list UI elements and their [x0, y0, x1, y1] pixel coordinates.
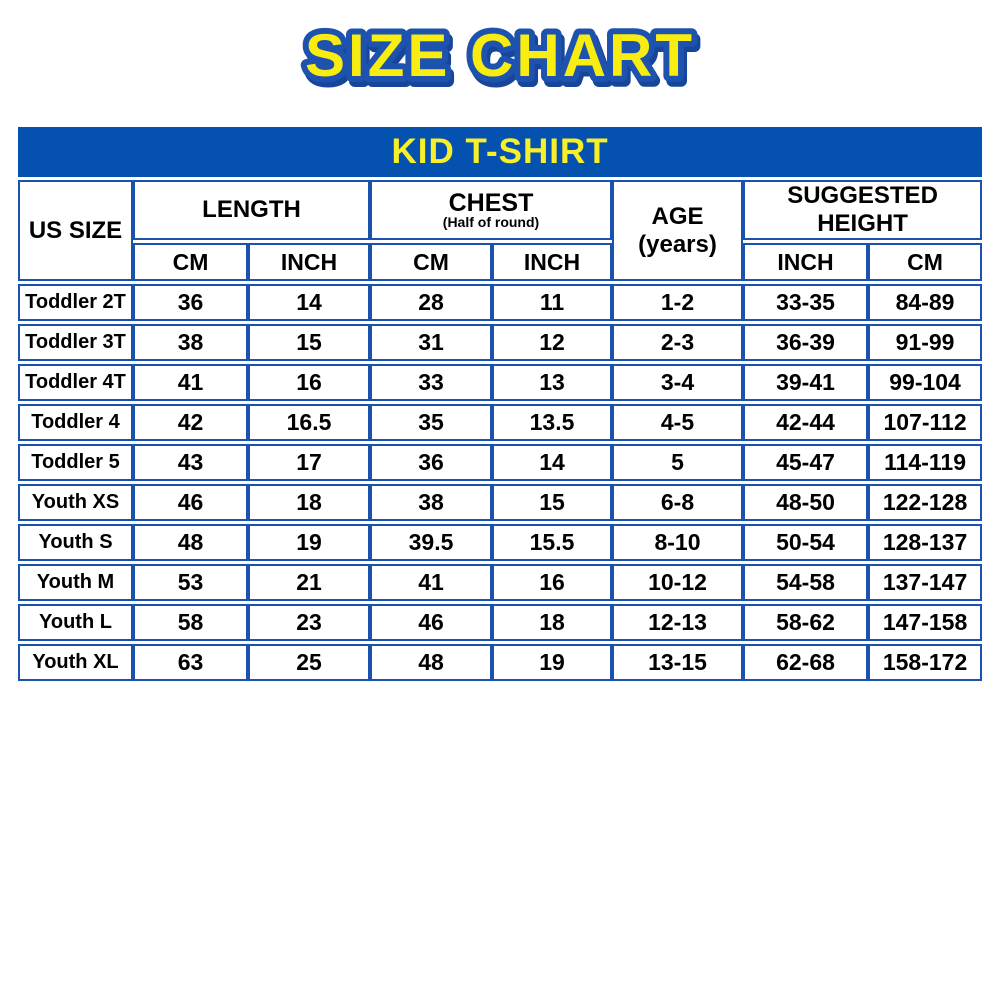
subheader-length-inch: INCH — [248, 243, 370, 281]
data-cell: 158-172 — [868, 644, 982, 681]
data-cell: 91-99 — [868, 324, 982, 361]
data-cell: 114-119 — [868, 444, 982, 481]
data-cell: 39.5 — [370, 524, 492, 561]
data-cell: 38 — [370, 484, 492, 521]
col-header-age — [612, 180, 743, 281]
row-label: Youth M — [18, 564, 133, 601]
subheader-height-cm: CM — [868, 243, 982, 281]
data-cell: 14 — [492, 444, 612, 481]
data-cell: 128-137 — [868, 524, 982, 561]
col-header-chest — [370, 180, 612, 240]
col-header-length: LENGTH — [133, 180, 370, 240]
data-cell: 13-15 — [612, 644, 743, 681]
subheader-length-cm: CM — [133, 243, 248, 281]
data-cell: 16 — [248, 364, 370, 401]
data-cell: 12-13 — [612, 604, 743, 641]
data-cell: 63 — [133, 644, 248, 681]
data-cell: 33-35 — [743, 284, 868, 321]
data-cell: 1-2 — [612, 284, 743, 321]
col-header-us-size: US SIZE — [18, 180, 133, 281]
data-cell: 122-128 — [868, 484, 982, 521]
row-label: Youth L — [18, 604, 133, 641]
page-header — [0, 0, 1000, 104]
data-cell: 6-8 — [612, 484, 743, 521]
table-banner: KID T-SHIRT — [18, 127, 982, 177]
data-cell: 3-4 — [612, 364, 743, 401]
table-row — [18, 604, 982, 641]
data-cell: 18 — [492, 604, 612, 641]
data-cell: 99-104 — [868, 364, 982, 401]
data-cell: 48 — [133, 524, 248, 561]
table-row — [18, 284, 982, 321]
data-cell: 53 — [133, 564, 248, 601]
data-cell: 15.5 — [492, 524, 612, 561]
table-row — [18, 444, 982, 481]
data-cell: 137-147 — [868, 564, 982, 601]
data-cell: 19 — [492, 644, 612, 681]
row-label: Toddler 4 — [18, 404, 133, 441]
data-cell: 38 — [133, 324, 248, 361]
row-label: Toddler 3T — [18, 324, 133, 361]
chest-label: CHEST — [448, 189, 534, 217]
title-graphic — [270, 6, 730, 102]
data-cell: 2-3 — [612, 324, 743, 361]
data-cell: 19 — [248, 524, 370, 561]
size-chart — [18, 124, 982, 684]
header-row-units — [18, 243, 982, 281]
row-label: Youth S — [18, 524, 133, 561]
table-row — [18, 524, 982, 561]
row-label: Toddler 5 — [18, 444, 133, 481]
table-row — [18, 564, 982, 601]
data-cell: 31 — [370, 324, 492, 361]
data-cell: 48 — [370, 644, 492, 681]
data-cell: 5 — [612, 444, 743, 481]
data-cell: 41 — [370, 564, 492, 601]
subheader-chest-inch: INCH — [492, 243, 612, 281]
data-cell: 43 — [133, 444, 248, 481]
data-cell: 25 — [248, 644, 370, 681]
data-cell: 58 — [133, 604, 248, 641]
data-cell: 42 — [133, 404, 248, 441]
subheader-height-inch: INCH — [743, 243, 868, 281]
data-cell: 36 — [370, 444, 492, 481]
data-cell: 147-158 — [868, 604, 982, 641]
data-cell: 45-47 — [743, 444, 868, 481]
data-cell: 58-62 — [743, 604, 868, 641]
data-cell: 10-12 — [612, 564, 743, 601]
data-cell: 41 — [133, 364, 248, 401]
data-cell: 28 — [370, 284, 492, 321]
row-label: Toddler 2T — [18, 284, 133, 321]
data-cell: 12 — [492, 324, 612, 361]
subheader-chest-cm: CM — [370, 243, 492, 281]
data-cell: 14 — [248, 284, 370, 321]
data-cell: 8-10 — [612, 524, 743, 561]
banner-row — [18, 127, 982, 177]
table-row — [18, 484, 982, 521]
row-label: Youth XL — [18, 644, 133, 681]
table-row — [18, 644, 982, 681]
data-cell: 42-44 — [743, 404, 868, 441]
data-cell: 36-39 — [743, 324, 868, 361]
data-cell: 50-54 — [743, 524, 868, 561]
data-cell: 13 — [492, 364, 612, 401]
data-cell: 17 — [248, 444, 370, 481]
data-cell: 54-58 — [743, 564, 868, 601]
data-cell: 18 — [248, 484, 370, 521]
age-label: AGE — [651, 202, 704, 230]
data-cell: 46 — [370, 604, 492, 641]
data-cell: 46 — [133, 484, 248, 521]
data-cell: 23 — [248, 604, 370, 641]
data-cell: 62-68 — [743, 644, 868, 681]
data-cell: 39-41 — [743, 364, 868, 401]
data-cell: 15 — [492, 484, 612, 521]
data-cell: 33 — [370, 364, 492, 401]
data-cell: 84-89 — [868, 284, 982, 321]
data-cell: 11 — [492, 284, 612, 321]
row-label: Toddler 4T — [18, 364, 133, 401]
data-cell: 16 — [492, 564, 612, 601]
size-table — [18, 124, 982, 684]
data-cell: 13.5 — [492, 404, 612, 441]
data-cell: 21 — [248, 564, 370, 601]
table-row — [18, 364, 982, 401]
data-cell: 16.5 — [248, 404, 370, 441]
data-cell: 36 — [133, 284, 248, 321]
chest-note: (Half of round) — [442, 214, 540, 230]
data-cell: 35 — [370, 404, 492, 441]
row-label: Youth XS — [18, 484, 133, 521]
col-header-suggested-height: SUGGESTED HEIGHT — [743, 180, 982, 240]
header-row-groups — [18, 180, 982, 240]
table-row — [18, 404, 982, 441]
table-row — [18, 324, 982, 361]
age-unit-label: (years) — [638, 230, 717, 258]
data-cell: 107-112 — [868, 404, 982, 441]
data-cell: 4-5 — [612, 404, 743, 441]
data-cell: 15 — [248, 324, 370, 361]
page-title: SIZE CHART — [305, 22, 695, 89]
data-cell: 48-50 — [743, 484, 868, 521]
